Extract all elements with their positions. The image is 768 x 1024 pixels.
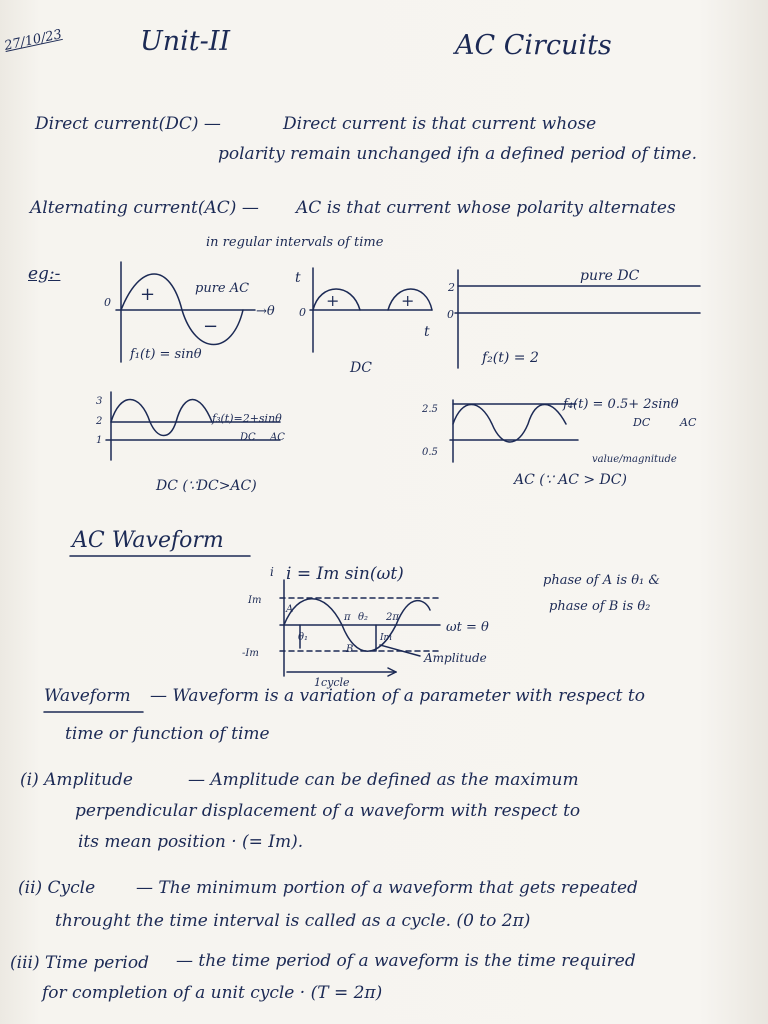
graph-dc-rectified	[295, 268, 432, 376]
amplitude-text-line1: — Amplitude can be defined as the maximum	[188, 770, 579, 790]
waveform-heading: AC Waveform	[72, 528, 224, 553]
wf-wt-label: ωt = θ	[446, 620, 489, 635]
g4-tick-2: 2	[96, 416, 103, 427]
g2-label: DC	[350, 360, 372, 376]
g5-tick-25: 2.5	[422, 404, 438, 415]
cycle-text-line1: — The minimum portion of a waveform that gets repeated	[136, 878, 638, 898]
g4-tick-1: 1	[96, 435, 103, 446]
wf-theta2: θ₂	[358, 612, 369, 623]
g5-dc: DC	[633, 416, 651, 429]
wf-b-label: B	[346, 644, 354, 655]
g3-tick-2: 2	[448, 281, 455, 294]
wf-two-pi: 2π	[386, 612, 399, 623]
wf-amplitude: Amplitude	[424, 651, 487, 665]
page-title: AC Circuits	[455, 30, 612, 61]
wf-im-mark: Im	[380, 633, 393, 643]
wf-i-label: i	[270, 565, 274, 579]
timeperiod-term: (iii) Time period	[10, 953, 149, 973]
g4-func: f₃(t)=2+sinθ	[212, 412, 282, 425]
g2-x-label: t	[424, 324, 430, 340]
g4-ac: AC	[270, 432, 285, 443]
amplitude-term: (i) Amplitude	[20, 770, 133, 790]
g5-sine-curve	[453, 405, 566, 443]
cycle-term: (ii) Cycle	[18, 878, 96, 898]
g2-plus-2: +	[401, 291, 415, 310]
g2-zero: 0	[299, 306, 306, 319]
ac-term: Alternating current(AC) —	[30, 198, 259, 218]
graph-dc-plus-ac	[95, 392, 285, 494]
dc-text-line2: polarity remain unchanged ifn a defined period of time.	[218, 144, 698, 164]
g5-ac: AC	[680, 416, 697, 429]
wf-im-pos: Im	[248, 595, 262, 606]
g5-tick-05: 0.5	[422, 447, 438, 458]
g5-func: f₄(t) = 0.5+ 2sinθ	[563, 397, 679, 412]
g2-y-label: t	[295, 270, 301, 286]
phase-line1: phase of A is θ₁ &	[543, 573, 660, 588]
timeperiod-text-line2: for completion of a unit cycle · (T = 2π)	[42, 983, 383, 1003]
waveform-text-line1: — Waveform is a variation of a parameter with respect to	[150, 686, 645, 706]
waveform-text-line2: time or function of time	[65, 724, 270, 744]
ac-text-line1: AC is that current whose polarity alternates	[296, 198, 676, 218]
wf-theta1: θ₁	[298, 632, 309, 643]
g4-tick-3: 3	[96, 396, 103, 407]
g1-func: f₁(t) = sinθ	[130, 347, 202, 362]
g1-label: pure AC	[195, 281, 250, 296]
g4-caption: DC (∵DC>AC)	[156, 478, 257, 494]
graph-ac-dominant	[421, 397, 697, 488]
example-label: eg:-	[28, 264, 61, 284]
waveform-equation: i = Im sin(ωt)	[286, 564, 404, 584]
g1-theta: →θ	[256, 304, 275, 319]
wf-a-label: A	[286, 604, 294, 615]
g5-note: value/magnitude	[592, 454, 677, 465]
g1-zero: 0	[104, 296, 111, 309]
amplitude-text-line2: perpendicular displacement of a waveform with respect to	[75, 801, 581, 821]
graph-pure-dc	[447, 268, 700, 368]
ac-text-line2: in regular intervals of time	[206, 235, 384, 250]
cycle-text-line2: throught the time interval is called as a cycle. (0 to 2π)	[55, 911, 531, 931]
g1-minus: −	[203, 316, 219, 337]
graph-pure-ac	[104, 262, 275, 362]
wf-im-neg: -Im	[242, 648, 259, 659]
wf-pi: π	[344, 612, 351, 623]
g4-sine-curve	[111, 400, 212, 436]
g3-zero: 0	[447, 308, 454, 321]
timeperiod-text-line1: — the time period of a waveform is the time required	[176, 951, 636, 971]
dc-text-line1: Direct current is that current whose	[283, 114, 597, 134]
wf-amplitude-pointer	[380, 645, 420, 656]
g4-dc: DC	[240, 432, 256, 443]
dc-term: Direct current(DC) —	[35, 114, 221, 134]
page-date: 27/10/23	[3, 27, 64, 54]
g1-plus: +	[140, 284, 156, 305]
g5-caption: AC (∵ AC > DC)	[514, 472, 627, 488]
phase-line2: phase of B is θ₂	[549, 599, 651, 614]
g3-func: f₂(t) = 2	[482, 350, 539, 366]
g2-plus-1: +	[326, 291, 340, 310]
unit-title: Unit-II	[140, 26, 231, 57]
amplitude-text-line3: its mean position · (= Im).	[78, 832, 304, 852]
waveform-term: Waveform	[44, 686, 131, 706]
g3-label: pure DC	[580, 268, 640, 284]
wf-cycle: 1cycle	[314, 676, 350, 689]
